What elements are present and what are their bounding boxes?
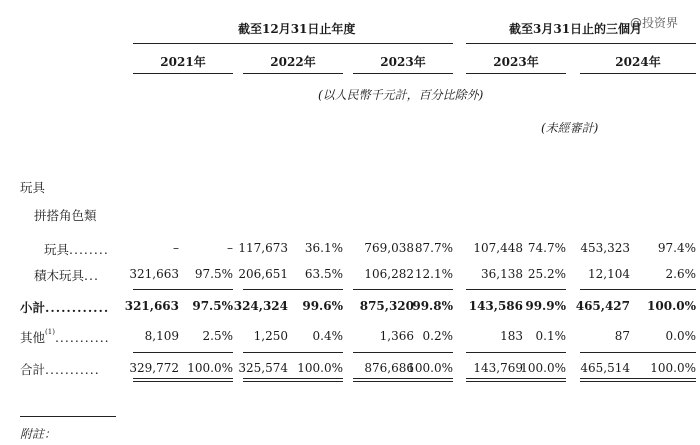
section-label: 玩具 <box>20 180 46 195</box>
row-separator-rule <box>133 289 233 290</box>
cell-pct-2022: 100.0% <box>297 361 343 375</box>
total-underline <box>466 378 566 379</box>
cell-pct-2021: 100.0% <box>187 361 233 375</box>
cell-amt-2023q1: 36,138 <box>481 267 523 281</box>
total-underline <box>580 381 696 382</box>
row-separator-rule <box>243 352 343 353</box>
cell-pct-2023q1: 100.0% <box>520 361 566 375</box>
cell-pct-2022: 36.1% <box>304 241 343 255</box>
row-label-text: 小計 <box>20 300 46 315</box>
cell-pct-2024q1: 2.6% <box>665 267 696 281</box>
row-label <box>20 298 109 316</box>
total-underline <box>243 378 343 379</box>
header-rule-fiscal <box>133 43 453 44</box>
row-label-text: 合計 <box>20 362 46 377</box>
total-underline <box>353 381 453 382</box>
cell-pct-2024q1: 100.0% <box>647 299 696 313</box>
unaudited-note: (未經審計) <box>541 121 599 135</box>
cell-amt-2024q1: 465,427 <box>575 299 630 313</box>
row-label-text: 其他 <box>20 330 46 345</box>
cell-amt-2023q1: 183 <box>500 329 523 343</box>
year-2022: 2022年 <box>270 55 316 69</box>
year-2023: 2023年 <box>380 55 426 69</box>
cell-amt-2022: 206,651 <box>238 267 288 281</box>
header-fiscal-year: 截至12月31日止年度 <box>238 22 356 36</box>
cell-amt-2022: 117,673 <box>238 241 288 255</box>
cell-amt-2021: 329,772 <box>129 361 179 375</box>
row-separator-rule <box>466 352 566 353</box>
cell-pct-2022: 0.4% <box>312 329 343 343</box>
row-label <box>20 328 110 346</box>
total-underline <box>243 381 343 382</box>
row-separator-rule <box>580 289 696 290</box>
total-underline <box>133 378 233 379</box>
cell-pct-2022: 63.5% <box>304 267 343 281</box>
cell-amt-2021: 8,109 <box>144 329 179 343</box>
cell-pct-2023: 12.1% <box>414 267 453 281</box>
cell-pct-2021: 2.5% <box>202 329 233 343</box>
footnote-marker: (1) <box>45 328 55 336</box>
row-label <box>20 360 100 378</box>
cell-amt-2023: 1,366 <box>379 329 414 343</box>
unit-note: (以人民幣千元計，百分比除外) <box>318 88 484 102</box>
cell-amt-2024q1: 87 <box>614 329 630 343</box>
total-underline <box>353 378 453 379</box>
cell-pct-2023q1: 74.7% <box>527 241 566 255</box>
cell-pct-2023q1: 0.1% <box>535 329 566 343</box>
cell-pct-2022: 99.6% <box>302 299 343 313</box>
cell-pct-2021: 97.5% <box>194 267 233 281</box>
header-rule-quarter <box>466 43 696 44</box>
cell-amt-2021: – <box>173 241 179 255</box>
cell-amt-2023q1: 143,769 <box>473 361 523 375</box>
watermark: @投资界 <box>630 16 679 30</box>
cell-amt-2022: 325,574 <box>238 361 288 375</box>
cell-pct-2024q1: 0.0% <box>665 329 696 343</box>
footnote-rule <box>20 416 116 417</box>
total-underline <box>466 381 566 382</box>
cell-amt-2023q1: 143,586 <box>468 299 523 313</box>
year-rule-2021 <box>133 73 233 74</box>
cell-pct-2023q1: 99.9% <box>525 299 566 313</box>
cell-pct-2023: 100.0% <box>407 361 453 375</box>
cell-amt-2023: 769,038 <box>364 241 414 255</box>
cell-amt-2024q1: 12,104 <box>588 267 630 281</box>
row-separator-rule <box>243 289 343 290</box>
cell-pct-2023: 0.2% <box>422 329 453 343</box>
year-2024-q1: 2024年 <box>615 55 661 69</box>
total-underline <box>133 381 233 382</box>
cell-amt-2023: 876,686 <box>364 361 414 375</box>
leader-dots: ........... <box>54 330 110 345</box>
row-separator-rule <box>466 289 566 290</box>
cell-amt-2021: 321,663 <box>129 267 179 281</box>
cell-pct-2024q1: 100.0% <box>650 361 696 375</box>
cell-amt-2022: 324,324 <box>233 299 288 313</box>
cell-pct-2021: 97.5% <box>192 299 233 313</box>
year-2023-q1: 2023年 <box>493 55 539 69</box>
row-separator-rule <box>580 352 696 353</box>
cell-amt-2024q1: 453,323 <box>580 241 630 255</box>
cell-amt-2023: 875,320 <box>359 299 414 313</box>
row-separator-rule <box>353 289 453 290</box>
leader-dots: ... <box>84 268 99 283</box>
leader-dots: ........... <box>45 362 100 377</box>
row-label-text: 積木玩具 <box>34 268 85 283</box>
row-separator-rule <box>353 352 453 353</box>
row-label-text: 玩具 <box>44 242 70 257</box>
cell-pct-2023: 99.8% <box>412 299 453 313</box>
cell-amt-2021: 321,663 <box>124 299 179 313</box>
year-rule-2023-q1 <box>466 73 566 74</box>
row-separator-rule <box>133 352 233 353</box>
footnote-label: 附註： <box>20 427 57 441</box>
cell-pct-2023q1: 25.2% <box>527 267 566 281</box>
total-underline <box>580 378 696 379</box>
subsection-label: 拼搭角色類 <box>34 208 97 223</box>
year-rule-2023 <box>353 73 453 74</box>
cell-amt-2022: 1,250 <box>253 329 288 343</box>
year-rule-2022 <box>243 73 343 74</box>
header-three-months: 截至3月31日止的三個月 <box>509 22 643 36</box>
leader-dots: ............ <box>45 300 110 315</box>
cell-amt-2024q1: 465,514 <box>580 361 630 375</box>
year-2021: 2021年 <box>160 55 206 69</box>
cell-pct-2021: – <box>227 241 233 255</box>
leader-dots: ........ <box>69 242 109 257</box>
cell-pct-2023: 87.7% <box>414 241 453 255</box>
cell-amt-2023: 106,282 <box>364 267 414 281</box>
cell-pct-2024q1: 97.4% <box>657 241 696 255</box>
row-label <box>34 266 99 284</box>
cell-amt-2023q1: 107,448 <box>473 241 523 255</box>
year-rule-2024-q1 <box>580 73 696 74</box>
